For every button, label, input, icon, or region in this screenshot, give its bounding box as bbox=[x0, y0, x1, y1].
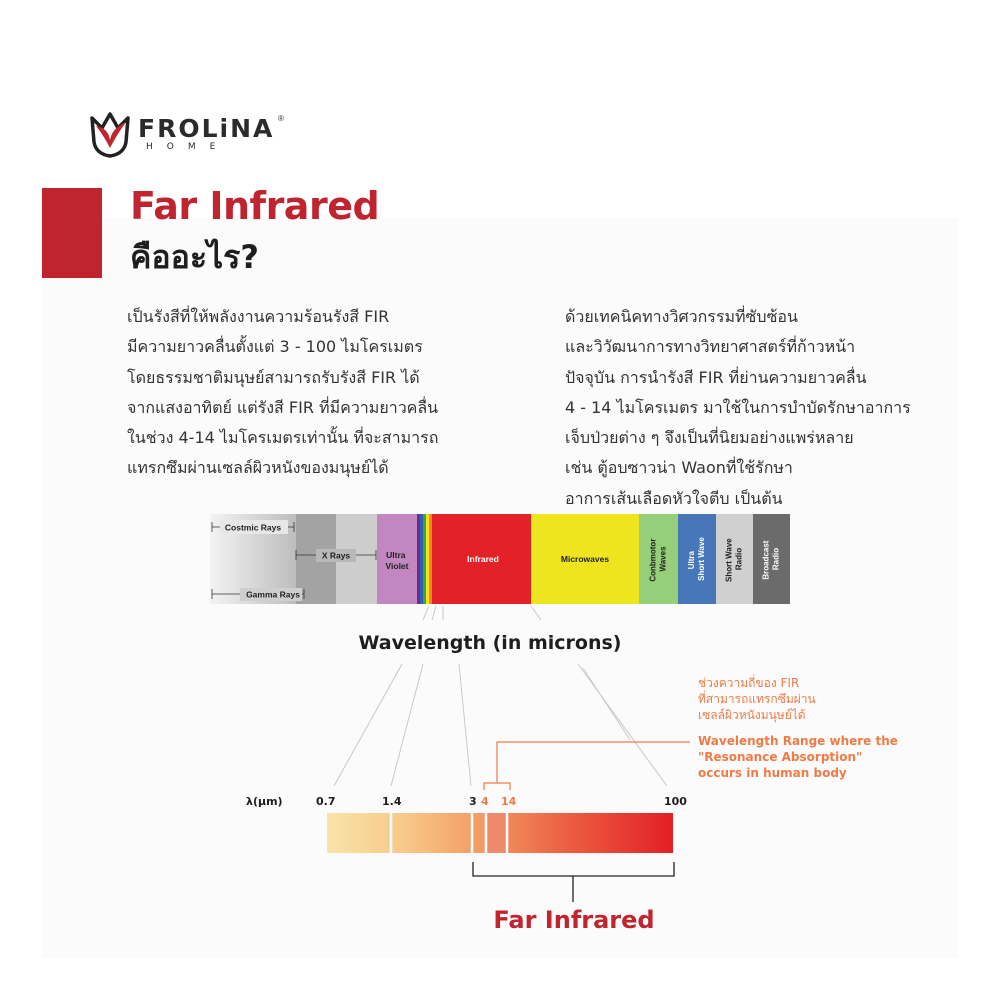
page-subtitle: คืออะไร? bbox=[130, 238, 259, 276]
page-title: Far Infrared bbox=[130, 184, 380, 228]
annotation-line: "Resonance Absorption" bbox=[698, 750, 863, 764]
annotation-line: Wavelength Range where the bbox=[698, 734, 898, 748]
paragraph-line: ปัจจุบัน การนำรังสี FIR ที่ย่านความยาวคลื่น bbox=[565, 367, 867, 387]
label-conbmotor-waves: Conbmotor Waves bbox=[648, 538, 668, 582]
paragraph-line: อาการเส้นเลือดหัวใจตีบ เป็นต้น bbox=[565, 488, 783, 508]
paragraph-line: ด้วยเทคนิคทางวิศวกรรมที่ซับซ้อน bbox=[565, 307, 798, 326]
tick-label-14: 14 bbox=[501, 795, 517, 808]
label-gamma-rays: Gamma Rays bbox=[246, 589, 300, 600]
tick-label-1-4: 1.4 bbox=[382, 795, 402, 808]
label-microwaves: Microwaves bbox=[560, 554, 610, 564]
zoom-line-0-7 bbox=[334, 664, 402, 786]
paragraph-line: เจ็บป่วยต่าง ๆ จึงเป็นที่นิยมอย่างแพร่หลาย bbox=[565, 428, 854, 448]
paragraph-line: เป็นรังสีที่ให้พลังงานความร้อนรังสี FIR bbox=[127, 307, 390, 326]
paragraph-line: ในช่วง 4-14 ไมโครเมตรเท่านั้น ที่จะสามารถ bbox=[127, 428, 439, 448]
tick-label-4: 4 bbox=[481, 795, 489, 808]
tick-label-3: 3 bbox=[469, 795, 477, 808]
brand-registered-mark: ® bbox=[278, 114, 284, 123]
far-infrared-label: Far Infrared bbox=[493, 906, 655, 934]
label-short-wave-radio: Short Wave Radio bbox=[724, 538, 744, 582]
label-ultra-violet: Ultra Violet bbox=[385, 550, 409, 571]
annotation-thai bbox=[698, 675, 816, 723]
wavelength-title: Wavelength (in microns) bbox=[358, 632, 622, 654]
annotation-english bbox=[698, 733, 898, 781]
label-cosmic-rays: Costmic Rays bbox=[224, 522, 282, 533]
label-x-rays: X Rays bbox=[321, 550, 351, 561]
zoom-line-3 bbox=[459, 664, 471, 786]
annotation-line: occurs in human body bbox=[698, 766, 847, 780]
brand-name: FROLiNA bbox=[138, 114, 275, 143]
annotation-line: ช่วงความถี่ของ FIR bbox=[698, 676, 800, 690]
zoom-line-1-4 bbox=[391, 664, 423, 786]
label-infrared: Infrared bbox=[467, 554, 499, 564]
paragraph-line: มีความยาวคลื่นตั้งแต่ 3 - 100 ไมโครเมตร bbox=[127, 337, 423, 357]
zoom-line-100 bbox=[578, 664, 667, 786]
annotation-line: เซลล์ผิวหนังมนุษย์ได้ bbox=[698, 708, 806, 722]
paragraph-line: จากแสงอาทิตย์ แต่รังสี FIR ที่มีความยาวคลื่น bbox=[127, 397, 439, 417]
tick-label-100: 100 bbox=[664, 795, 687, 808]
zoom-line-source-4 bbox=[531, 606, 541, 620]
annotation-line: ที่สามารถแทรกซึมผ่าน bbox=[698, 692, 816, 706]
paragraph-line: 4 - 14 ไมโครเมตร มาใช้ในการบำบัดรักษาอาการ bbox=[565, 397, 911, 417]
tick-label-0-7: 0.7 bbox=[316, 795, 336, 808]
paragraph-line: เช่น ตู้อบซาวน่า Waonที่ใช้รักษา bbox=[565, 458, 793, 478]
paragraph-line: และวิวัฒนาการทางวิทยาศาสตร์ที่ก้าวหน้า bbox=[565, 337, 856, 357]
zoom-line-source-2 bbox=[432, 606, 436, 620]
lambda-unit-label: λ(µm) bbox=[246, 795, 283, 808]
brand-subtitle: HOME bbox=[146, 142, 230, 152]
zoom-line-100-upper bbox=[583, 668, 630, 740]
label-broadcast-radio: Broadcast Radio bbox=[761, 540, 781, 580]
zoom-line-source-1 bbox=[423, 606, 429, 620]
resonance-range-bracket bbox=[484, 783, 510, 790]
far-infrared-bracket bbox=[473, 862, 674, 902]
label-ultra-short-wave: Ultra Short Wave bbox=[687, 537, 706, 581]
paragraph-line: โดยธรรมชาติมนุษย์สามารถรับรังสี FIR ได้ bbox=[127, 367, 420, 387]
resonance-range-highlight bbox=[486, 813, 507, 853]
paragraph-line: แทรกซึมผ่านเซลล์ผิวหนังของมนุษย์ได้ bbox=[127, 458, 389, 478]
annotation-connector bbox=[497, 742, 690, 783]
